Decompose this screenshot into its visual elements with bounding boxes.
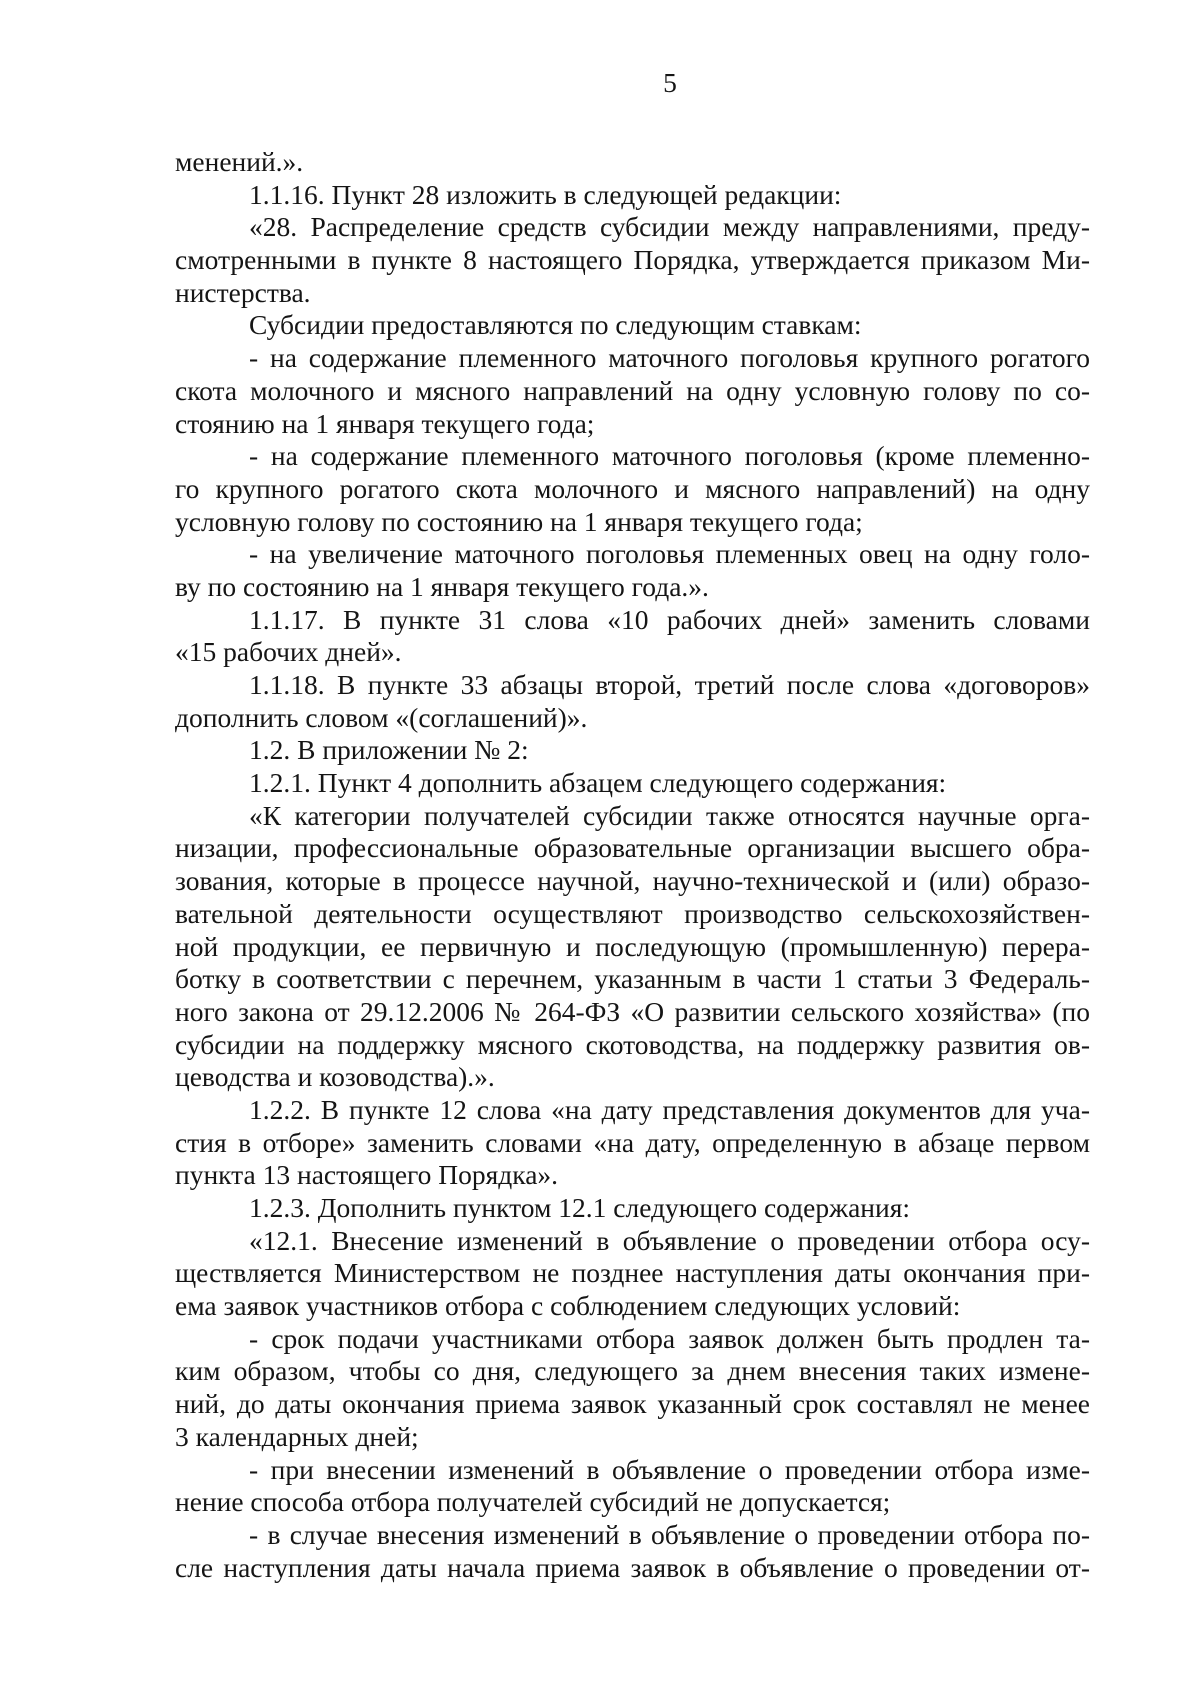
text-line: 1.2.2. В пункте 12 слова «на дату представления документов для уча- bbox=[249, 1093, 1090, 1125]
text-line: субсидии на поддержку мясного скотоводства, на поддержку развития ов- bbox=[175, 1028, 1090, 1060]
text-line: - при внесении изменений в объявление о проведении отбора изме- bbox=[249, 1453, 1090, 1485]
paragraph bbox=[175, 538, 1090, 603]
text-line: низации, профессиональные образовательные организации высшего обра- bbox=[175, 832, 1090, 864]
paragraph bbox=[175, 342, 1090, 440]
text-line: «К категории получателей субсидии также относятся научные орга- bbox=[249, 799, 1090, 831]
text-line: ву по состоянию на 1 января текущего года.». bbox=[175, 570, 709, 602]
text-line: «15 рабочих дней». bbox=[175, 636, 402, 668]
text-line: 1.2. В приложении № 2: bbox=[249, 734, 529, 766]
page-number: 5 bbox=[663, 67, 677, 98]
text-line: ботку в соответствии с перечнем, указанным в части 1 статьи 3 Федераль- bbox=[175, 963, 1090, 995]
paragraph bbox=[175, 604, 1090, 669]
paragraph bbox=[175, 800, 1090, 1094]
text-line: ного закона от 29.12.2006 № 264-ФЗ «О развитии сельского хозяйства» (по bbox=[175, 995, 1090, 1027]
paragraph bbox=[175, 1323, 1090, 1454]
text-line: 1.2.1. Пункт 4 дополнить абзацем следующего содержания: bbox=[249, 767, 947, 799]
text-line: стоянию на 1 января текущего года; bbox=[175, 407, 595, 439]
paragraph bbox=[175, 1094, 1090, 1192]
text-line: ний, до даты окончания приема заявок указанный срок составлял не менее bbox=[175, 1388, 1090, 1420]
paragraph bbox=[175, 440, 1090, 538]
text-line: пункта 13 настоящего Порядка». bbox=[175, 1159, 559, 1191]
text-line: - на содержание племенного маточного поголовья (кроме племенно- bbox=[249, 440, 1090, 472]
text-line: смотренными в пункте 8 настоящего Порядка, утверждается приказом Ми- bbox=[175, 244, 1090, 276]
paragraph bbox=[175, 734, 1090, 767]
text-line: ной продукции, ее первичную и последующую (промышленную) перера- bbox=[175, 930, 1090, 962]
document-body bbox=[175, 146, 1090, 1584]
text-line: дополнить словом «(соглашений)». bbox=[175, 701, 588, 733]
text-line: - в случае внесения изменений в объявление о проведении отбора по- bbox=[249, 1518, 1090, 1550]
text-line: 1.1.17. В пункте 31 слова «10 рабочих дней» заменить словами bbox=[249, 603, 1090, 635]
text-line: 1.1.16. Пункт 28 изложить в следующей редакции: bbox=[249, 178, 842, 210]
paragraph bbox=[175, 146, 1090, 179]
paragraph bbox=[175, 1454, 1090, 1519]
text-line: условную голову по состоянию на 1 января текущего года; bbox=[175, 505, 863, 537]
text-line: нистерства. bbox=[175, 276, 311, 308]
paragraph bbox=[175, 767, 1090, 800]
paragraph bbox=[175, 211, 1090, 309]
text-line: цеводства и козоводства).». bbox=[175, 1061, 495, 1093]
text-line: - на содержание племенного маточного поголовья крупного рогатого bbox=[249, 342, 1090, 374]
text-line: вательной деятельности осуществляют производство сельскохозяйствен- bbox=[175, 897, 1090, 929]
paragraph bbox=[175, 1225, 1090, 1323]
text-line: «28. Распределение средств субсидии между направлениями, преду- bbox=[249, 211, 1090, 243]
text-line: нение способа отбора получателей субсидий не допускается; bbox=[175, 1486, 891, 1518]
text-line: ема заявок участников отбора с соблюдением следующих условий: bbox=[175, 1290, 961, 1322]
text-line: - срок подачи участниками отбора заявок должен быть продлен та- bbox=[249, 1322, 1090, 1354]
text-line: стия в отборе» заменить словами «на дату, определенную в абзаце первом bbox=[175, 1126, 1090, 1158]
text-line: сле наступления даты начала приема заявок в объявление о проведении от- bbox=[175, 1551, 1090, 1583]
paragraph bbox=[175, 1519, 1090, 1584]
text-line: го крупного рогатого скота молочного и мясного направлений) на одну bbox=[175, 472, 1090, 504]
text-line: зования, которые в процессе научной, научно-технической и (или) образо- bbox=[175, 865, 1090, 897]
text-line: Субсидии предоставляются по следующим ставкам: bbox=[249, 309, 862, 341]
text-line: - на увеличение маточного поголовья племенных овец на одну голо- bbox=[249, 538, 1090, 570]
paragraph bbox=[175, 1192, 1090, 1225]
paragraph bbox=[175, 309, 1090, 342]
text-line: ким образом, чтобы со дня, следующего за днем внесения таких измене- bbox=[175, 1355, 1090, 1387]
paragraph bbox=[175, 179, 1090, 212]
text-line: скота молочного и мясного направлений на одну условную голову по со- bbox=[175, 374, 1090, 406]
text-line: «12.1. Внесение изменений в объявление о проведении отбора осу- bbox=[249, 1224, 1090, 1256]
text-line: 1.1.18. В пункте 33 абзацы второй, третий после слова «договоров» bbox=[249, 669, 1090, 700]
text-line: 3 календарных дней; bbox=[175, 1420, 419, 1452]
paragraph bbox=[175, 669, 1090, 734]
text-line: ществляется Министерством не позднее наступления даты окончания при- bbox=[175, 1257, 1090, 1289]
text-line: менений.». bbox=[175, 146, 304, 177]
text-line: 1.2.3. Дополнить пунктом 12.1 следующего содержания: bbox=[249, 1192, 910, 1223]
